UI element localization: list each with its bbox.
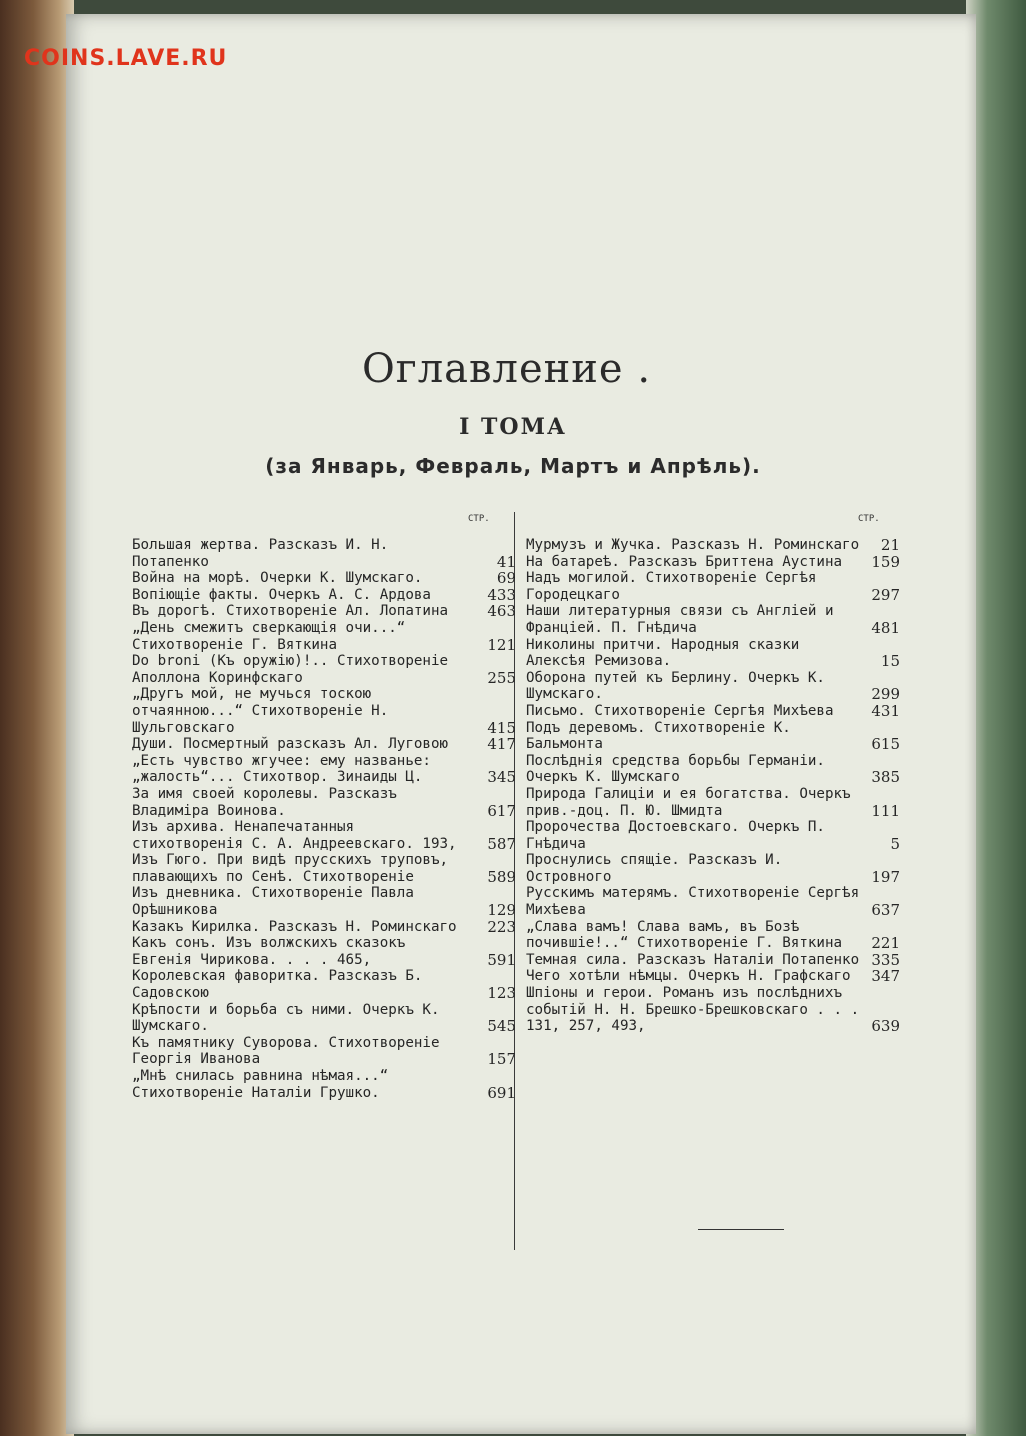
watermark: COINS.LAVE.RU (24, 46, 228, 71)
toc-entry (526, 537, 906, 554)
toc-entry-page: 157 (487, 1050, 516, 1069)
toc-entry (526, 786, 906, 819)
toc-entry-page: 481 (871, 618, 900, 637)
toc-entry-title: Души. Посмертный разсказъ Ал. Луговою (132, 736, 449, 753)
toc-entry-page: 121 (487, 635, 516, 654)
book-cover-left (0, 0, 74, 1436)
toc-entry (132, 686, 522, 736)
toc-entry (132, 1068, 522, 1101)
toc-entry (526, 952, 906, 969)
toc-entry (132, 653, 522, 686)
toc-entry (526, 720, 906, 753)
toc-entry-title: „Есть чувство жгучее: ему названье: „жалость“... Стихотвор. Зинаиды Ц. (132, 752, 431, 786)
toc-entry-page: 297 (871, 585, 900, 604)
toc-entry (526, 985, 906, 1035)
toc-entry (132, 968, 522, 1001)
toc-entry-page: 299 (871, 685, 900, 704)
toc-entry (526, 603, 906, 636)
toc-entry-title: Казакъ Кирилка. Разсказъ Н. Роминскаго (132, 918, 457, 935)
toc-entry-title: Королевская фаворитка. Разсказъ Б. Садовскою (132, 968, 423, 1002)
toc-right-column (526, 537, 906, 1035)
toc-entry (526, 554, 906, 571)
toc-entry (132, 935, 522, 968)
toc-entry-page: 385 (871, 768, 900, 787)
toc-entry (132, 919, 522, 936)
toc-entry-title: Природа Галиціи и ея богатства. Очеркъ прив.-доц. П. Ю. Шмидта (526, 785, 851, 819)
toc-entry-title: Письмо. Стихотвореніе Сергѣя Михѣева (526, 702, 834, 719)
toc-entry-page: 197 (871, 867, 900, 886)
toc-entry-title: Вопіющіе факты. Очеркъ А. С. Ардова (132, 586, 431, 603)
left-page-column-label: СТР. (468, 514, 490, 524)
toc-entry (132, 852, 522, 885)
toc-entry-page: 587 (487, 834, 516, 853)
toc-entry (526, 570, 906, 603)
toc-entry (526, 885, 906, 918)
toc-entry-page: 433 (487, 585, 516, 604)
toc-entry (132, 1002, 522, 1035)
toc-entry-page: 637 (871, 901, 900, 920)
toc-entry (526, 852, 906, 885)
toc-entry (132, 786, 522, 819)
toc-entry-title: Изъ дневника. Стихотвореніе Павла Орѣшникова (132, 885, 414, 919)
toc-entry-page: 545 (487, 1017, 516, 1036)
toc-entry-page: 159 (871, 552, 900, 571)
toc-entry-title: Проснулись спящіе. Разсказъ И. Островного (526, 852, 783, 885)
toc-entry-title: Русскимъ матерямъ. Стихотвореніе Сергѣя Михѣева (526, 885, 860, 919)
toc-entry-page: 123 (487, 984, 516, 1003)
toc-entry (132, 570, 522, 587)
toc-entry-title: Мурмузъ и Жучка. Разсказъ Н. Роминскаго (526, 537, 860, 553)
toc-entry-page: 417 (487, 735, 516, 754)
toc-entry-title: Do broni (Къ оружію)!.. Стихотвореніе Аполлона Коринфскаго (132, 653, 449, 686)
toc-entry-title: Шпіоны и герои. Романъ изъ послѣднихъ событій Н. Н. Брешко-Брешковскаго . . . 131, 257, 493, (526, 985, 860, 1035)
toc-entry-title: Какъ сонъ. Изъ волжскихъ сказокъ Евгенія Чирикова. . . . 465, (132, 935, 406, 968)
toc-entry (132, 620, 522, 653)
toc-entry-page: 591 (487, 950, 516, 969)
right-page-column-label: СТР. (858, 514, 880, 524)
toc-entry-page: 617 (487, 801, 516, 820)
toc-entry (526, 968, 906, 985)
toc-entry (526, 819, 906, 852)
toc-entry (132, 587, 522, 604)
toc-entry-page: 129 (487, 901, 516, 920)
toc-entry-title: Пророчества Достоевскаго. Очеркъ П. Гнѣдича (526, 819, 825, 852)
toc-entry-title: Наши литературныя связи съ Англіей и Франціей. П. Гнѣдича (526, 603, 834, 636)
toc-entry-page: 639 (871, 1017, 900, 1036)
toc-entry-page: 5 (890, 834, 900, 853)
toc-entry-title: За имя своей королевы. Разсказъ Владиміра Воинова. (132, 785, 397, 819)
toc-entry-page: 347 (871, 967, 900, 986)
toc-entry-page: 415 (487, 718, 516, 737)
toc-entry-page: 223 (487, 917, 516, 936)
toc-entry-title: Николины притчи. Народныя сказки Алексѣя Ремизова. (526, 636, 800, 670)
toc-entry-title: Изъ архива. Ненапечатанныя стихотворенія С. А. Андреевскаго. 193, (132, 819, 457, 852)
toc-entry-title: Темная сила. Разсказъ Наталіи Потапенко (526, 951, 860, 968)
toc-entry (132, 603, 522, 620)
toc-entry-page: 691 (487, 1083, 516, 1102)
toc-entry-page: 21 (880, 536, 900, 554)
toc-entry-page: 345 (487, 768, 516, 787)
toc-entry-page: 431 (871, 701, 900, 720)
toc-entry-title: Оборона путей къ Берлину. Очеркъ К. Шумскаго. (526, 669, 825, 703)
toc-entry (132, 819, 522, 852)
toc-entry (526, 670, 906, 703)
toc-entry (132, 753, 522, 786)
toc-entry (132, 537, 522, 570)
toc-entry-page: 221 (871, 934, 900, 953)
toc-entry-page: 615 (871, 735, 900, 754)
toc-left-column (132, 537, 522, 1101)
toc-entry (526, 919, 906, 952)
toc-entry-title: Чего хотѣли нѣмцы. Очеркъ Н. Графскаго (526, 968, 851, 985)
toc-entry-title: „Другъ мой, не мучься тоскою отчаянною...“ Стихотвореніе Н. Шульговскаго (132, 686, 389, 736)
toc-entry-title: Большая жертва. Разсказъ И. Н. Потапенко (132, 537, 389, 570)
toc-entry-title: „День смежитъ сверкающія очи...“ Стихотвореніе Г. Вяткина (132, 619, 406, 653)
toc-entry-title: Къ памятнику Суворова. Стихотвореніе Георгія Иванова (132, 1034, 440, 1068)
toc-entry-page: 69 (496, 569, 516, 588)
toc-entry-page: 463 (487, 602, 516, 621)
toc-entry-title: Надъ могилой. Стихотвореніе Сергѣя Городецкаго (526, 570, 817, 603)
toc-entry-title: Война на морѣ. Очерки К. Шумскаго. (132, 570, 423, 587)
toc-entry-title: Подъ деревомъ. Стихотвореніе К. Бальмонта (526, 719, 791, 753)
toc-entry (132, 736, 522, 753)
toc-entry (132, 1035, 522, 1068)
toc-entry-page: 335 (871, 950, 900, 969)
toc-entry-title: На батареѣ. Разсказъ Бриттена Аустина (526, 553, 843, 570)
page-title: Оглавление . (362, 346, 652, 392)
toc-entry-title: Въ дорогѣ. Стихотвореніе Ал. Лопатина (132, 603, 449, 620)
toc-entry-page: 255 (487, 668, 516, 687)
toc-entry (526, 703, 906, 720)
end-rule (698, 1229, 784, 1230)
toc-entry-title: Изъ Гюго. При видѣ прусскихъ труповъ, плавающихъ по Сенѣ. Стихотвореніе (132, 852, 449, 885)
toc-entry (132, 885, 522, 918)
toc-entry-title: „Мнѣ снилась равнина нѣмая...“ Стихотвореніе Наталіи Грушко. (132, 1068, 389, 1101)
toc-entry-title: Послѣднія средства борьбы Германіи. Очеркъ К. Шумскаго (526, 752, 825, 786)
toc-entry (526, 753, 906, 786)
toc-entry-page: 111 (871, 801, 900, 820)
toc-entry (526, 637, 906, 670)
toc-entry-page: 15 (880, 652, 900, 671)
toc-entry-title: Крѣпости и борьба съ ними. Очеркъ К. Шумскаго. (132, 1001, 440, 1035)
toc-entry-page: 41 (496, 552, 516, 571)
period-subtitle: (за Январь, Февраль, Мартъ и Апрѣль). (265, 454, 761, 478)
volume-subtitle: I ТОМА (459, 414, 567, 440)
toc-entry-page: 589 (487, 867, 516, 886)
toc-entry-title: „Слава вамъ! Слава вамъ, въ Бозѣ почившіе!..“ Стихотвореніе Г. Вяткина (526, 918, 843, 952)
